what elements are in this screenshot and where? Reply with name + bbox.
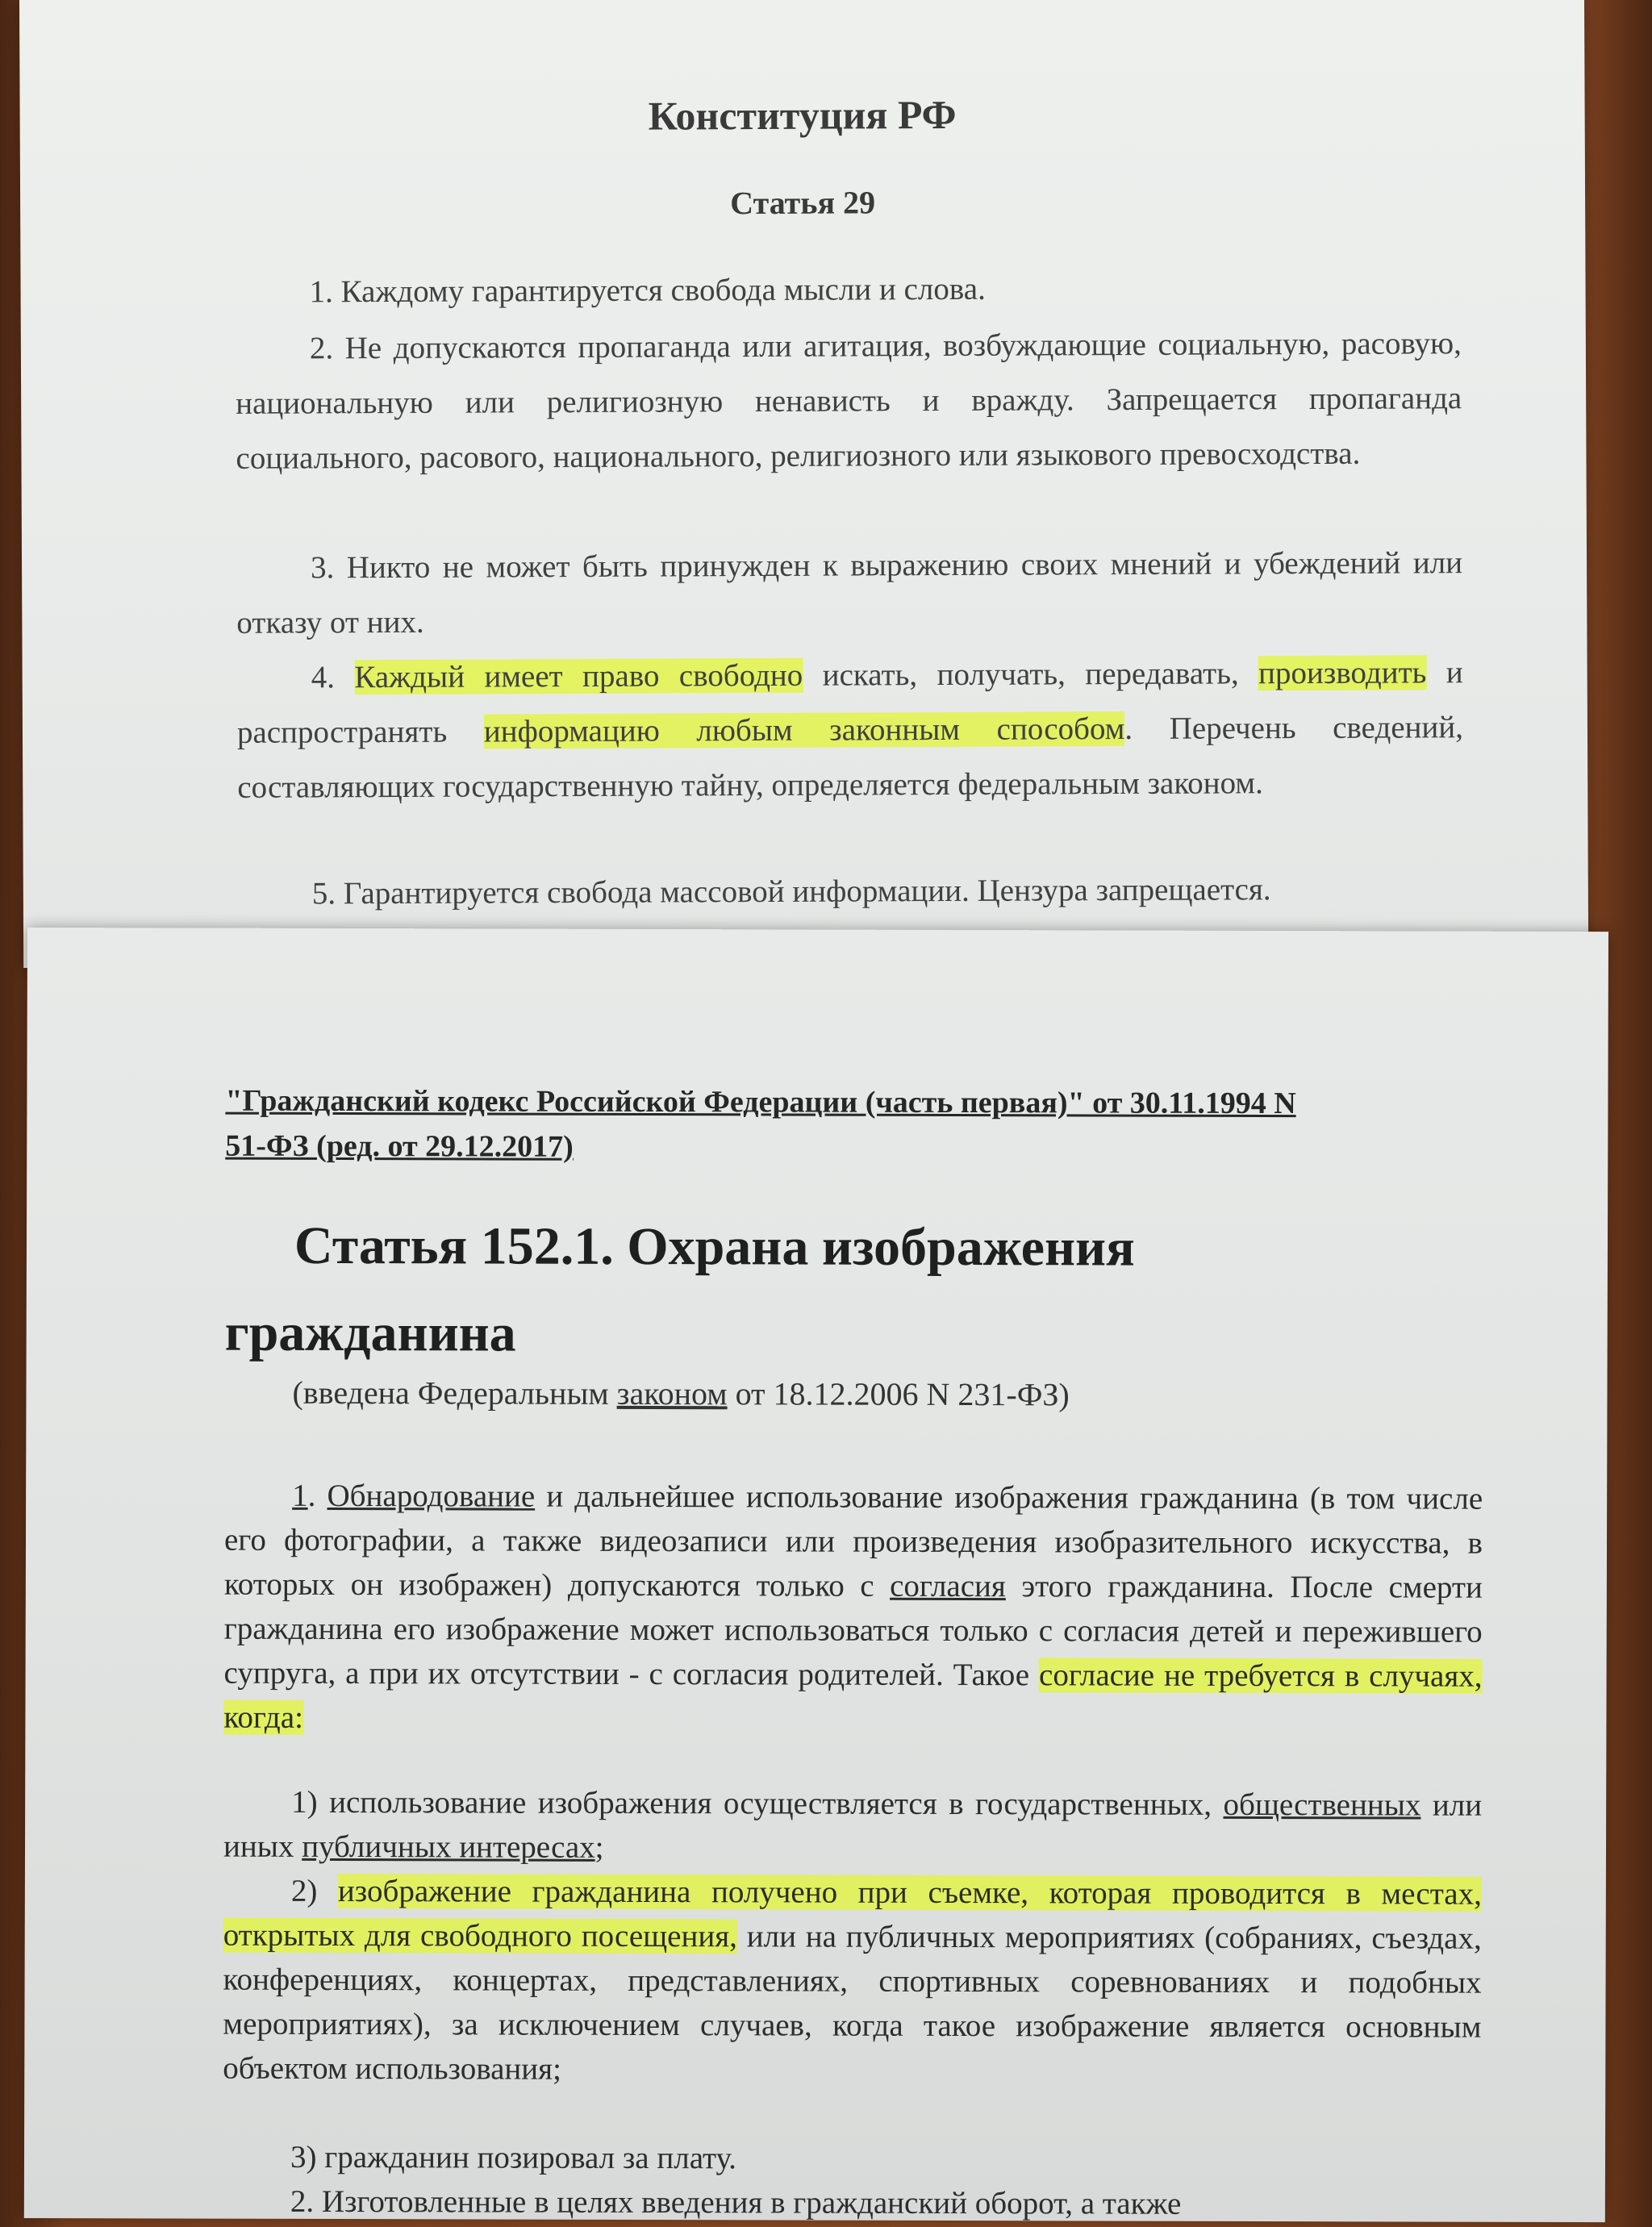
constitution-title: Конституция РФ [648, 91, 957, 139]
public-link: общественных [1223, 1787, 1421, 1823]
article-29-p1: 1. Каждому гарантируется свобода мысли и слова. [309, 271, 986, 310]
highlight-right-to-information: Каждый имеет право свободно [354, 657, 803, 695]
article-152-1-title: Статья 152.1. Охрана изображения гражданина [224, 1216, 1135, 1363]
law-link: законом [616, 1374, 728, 1412]
civil-code-source-link: "Гражданский кодекс Российской Федерации (часть первая)" от 30.11.1994 N 51-ФЗ (ред. от 29.12.2017) [225, 1083, 1296, 1164]
article-152-1-p2: 2. Изготовленные в целях введения в гражданский оборот, а также [290, 2183, 1182, 2221]
article-29-heading: Статья 29 [730, 184, 876, 222]
public-interests-link: публичных интересах [302, 1829, 595, 1865]
constitution-page [19, 0, 1588, 968]
civil-code-page [24, 928, 1608, 2222]
highlight-produce: производить [1258, 655, 1427, 691]
article-152-1-item2: 2) изображение гражданина получено при съемке, которая проводится в местах, открытых для свободного посещения, или на публичных мероприятиях (собраниях, съездах, конференциях, концертах, представлениях, спортивных соревнованиях и подобных мероприятиях), за исключением случаев, когда такое изображение является основным объектом использования; [223, 1873, 1482, 2087]
publication-link: Обнародование [327, 1478, 536, 1514]
article-29-p5: 5. Гарантируется свобода массовой информации. Цензура запрещается. [311, 872, 1271, 911]
highlight-consent-not-required: согласие не требуется в случаях, когда: [223, 1658, 1483, 1735]
introduction-note: (введена Федеральным законом от 18.12.2006 N 231-ФЗ) [292, 1374, 1070, 1413]
article-29-p2: 2. Не допускаются пропаганда или агитация, возбуждающие социальную, расовую, национальную или религиозную ненависть и вражду. Запрещается пропаганда социального, расового, национального, религиозного или языкового превосходства. [236, 326, 1462, 476]
article-152-1-item3: 3) гражданин позировал за плату. [290, 2139, 736, 2176]
article-29-p3: 3. Никто не может быть принужден к выражению своих мнений и убеждений или отказу от них. [236, 545, 1463, 640]
article-29-p4: 4. Каждый имеет право свободно искать, получать, передавать, производить и распространять информацию любым законным способом. Перечень сведений, составляющих государственную тайну, определяется федеральным законом. [236, 655, 1464, 805]
highlight-public-places: изображение гражданина получено при съемке, которая проводится в местах, открытых для свободного посещения, [223, 1874, 1482, 1954]
highlight-legal-means: информацию любым законным способом [483, 711, 1125, 749]
article-152-1-item1: 1) использование изображения осуществляется в государственных, общественных или иных публичных интересах; [223, 1784, 1483, 1865]
consent-link: согласия [890, 1568, 1006, 1604]
article-152-1-p1: 1. Обнародование и дальнейшее использование изображения гражданина (в том числе его фотографии, а также видеозаписи или произведения изобразительного искусства, в которых он изображен) допускаются только с согласия этого гражданина. После смерти гражданина его изображение может использоваться только с согласия детей и пережившего супруга, а при их отсутствии - с согласия родителей. Такое согласие не требуется в случаях, когда: [223, 1478, 1483, 1735]
